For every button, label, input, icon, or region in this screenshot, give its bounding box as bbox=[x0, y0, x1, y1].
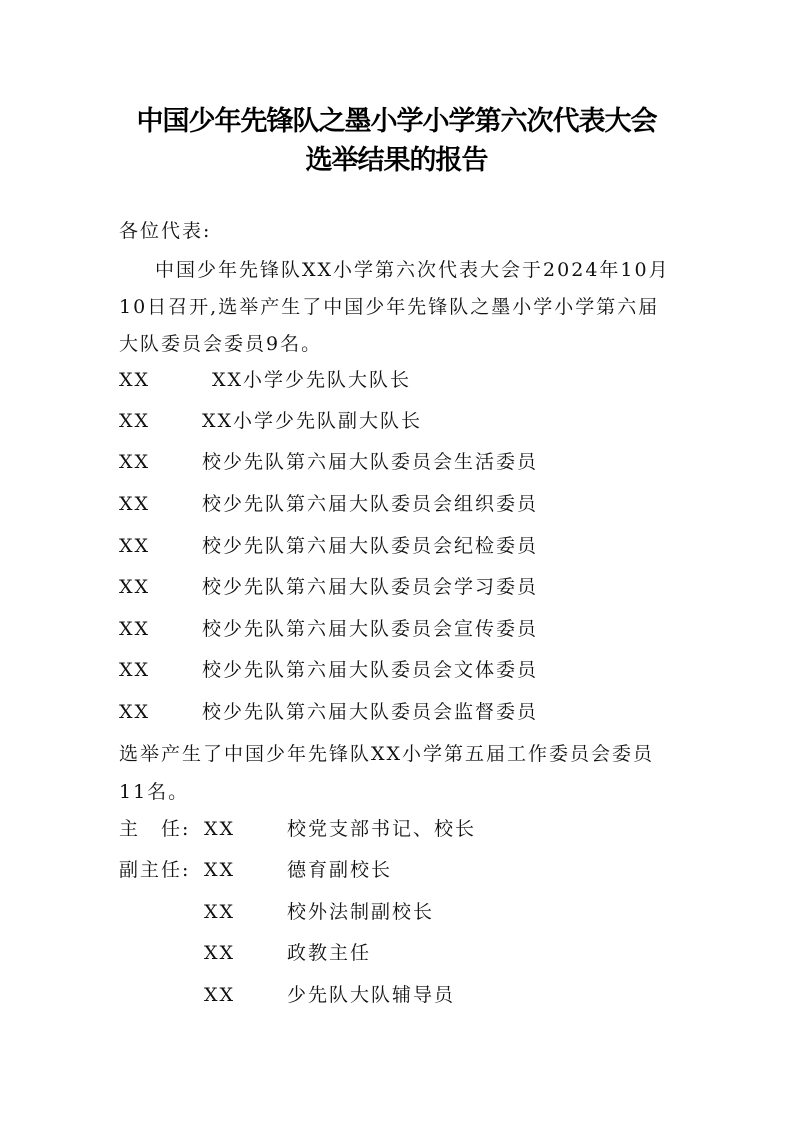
work-committee-role: 德育副校长 bbox=[287, 859, 393, 881]
committee-member-name: XX bbox=[119, 618, 151, 640]
committee-member-role: 校少先队第六届大队委员会组织委员 bbox=[202, 493, 539, 515]
committee-member-role: 校少先队第六届大队委员会宣传委员 bbox=[202, 618, 539, 640]
work-committee-role: 校党支部书记、校长 bbox=[287, 818, 477, 840]
committee-member-role: XX小学少先队副大队长 bbox=[202, 410, 423, 432]
work-committee-name: XX bbox=[204, 859, 236, 881]
committee-member-role: 校少先队第六届大队委员会文体委员 bbox=[202, 659, 539, 681]
document-title-line-2: 选举结果的报告 bbox=[305, 145, 488, 176]
work-committee-name: XX bbox=[204, 818, 236, 840]
committee-member-role: 校少先队第六届大队委员会纪检委员 bbox=[202, 535, 539, 557]
committee-member-role: XX小学少先队大队长 bbox=[212, 369, 412, 391]
work-committee-name: XX bbox=[204, 901, 236, 923]
work-committee-name: XX bbox=[204, 984, 236, 1006]
committee-member-name: XX bbox=[119, 701, 151, 723]
committee-member-name: XX bbox=[119, 493, 151, 515]
intro-line-1: 中国少年先锋队XX小学第六次代表大会于2024年10月 bbox=[155, 259, 670, 281]
committee-member-name: XX bbox=[119, 451, 151, 473]
committee-member-role: 校少先队第六届大队委员会监督委员 bbox=[202, 701, 539, 723]
work-committee-role: 政教主任 bbox=[287, 942, 372, 964]
committee-member-name: XX bbox=[119, 576, 151, 598]
committee-member-name: XX bbox=[119, 659, 151, 681]
work-committee-title: 副主任: bbox=[119, 859, 191, 881]
document-title-line-1: 中国少年先锋队之墨小学小学第六次代表大会 bbox=[136, 106, 657, 137]
work-committee-title: 主 任: bbox=[119, 818, 191, 840]
work-committee-role: 校外法制副校长 bbox=[287, 901, 435, 923]
committee-member-name: XX bbox=[119, 535, 151, 557]
work-committee-intro-line-1: 选举产生了中国少年先锋队XX小学第五届工作委员会委员 bbox=[119, 743, 655, 765]
intro-line-3: 大队委员会委员9名。 bbox=[119, 333, 323, 355]
committee-member-name: XX bbox=[119, 369, 151, 391]
committee-member-name: XX bbox=[119, 410, 151, 432]
committee-member-role: 校少先队第六届大队委员会学习委员 bbox=[202, 576, 539, 598]
intro-line-2: 10日召开,选举产生了中国少年先锋队之墨小学小学第六届 bbox=[119, 296, 660, 318]
greeting: 各位代表: bbox=[119, 220, 212, 242]
committee-member-role: 校少先队第六届大队委员会生活委员 bbox=[202, 451, 539, 473]
work-committee-intro-line-2: 11名。 bbox=[119, 781, 190, 803]
work-committee-name: XX bbox=[204, 942, 236, 964]
work-committee-role: 少先队大队辅导员 bbox=[287, 984, 456, 1006]
